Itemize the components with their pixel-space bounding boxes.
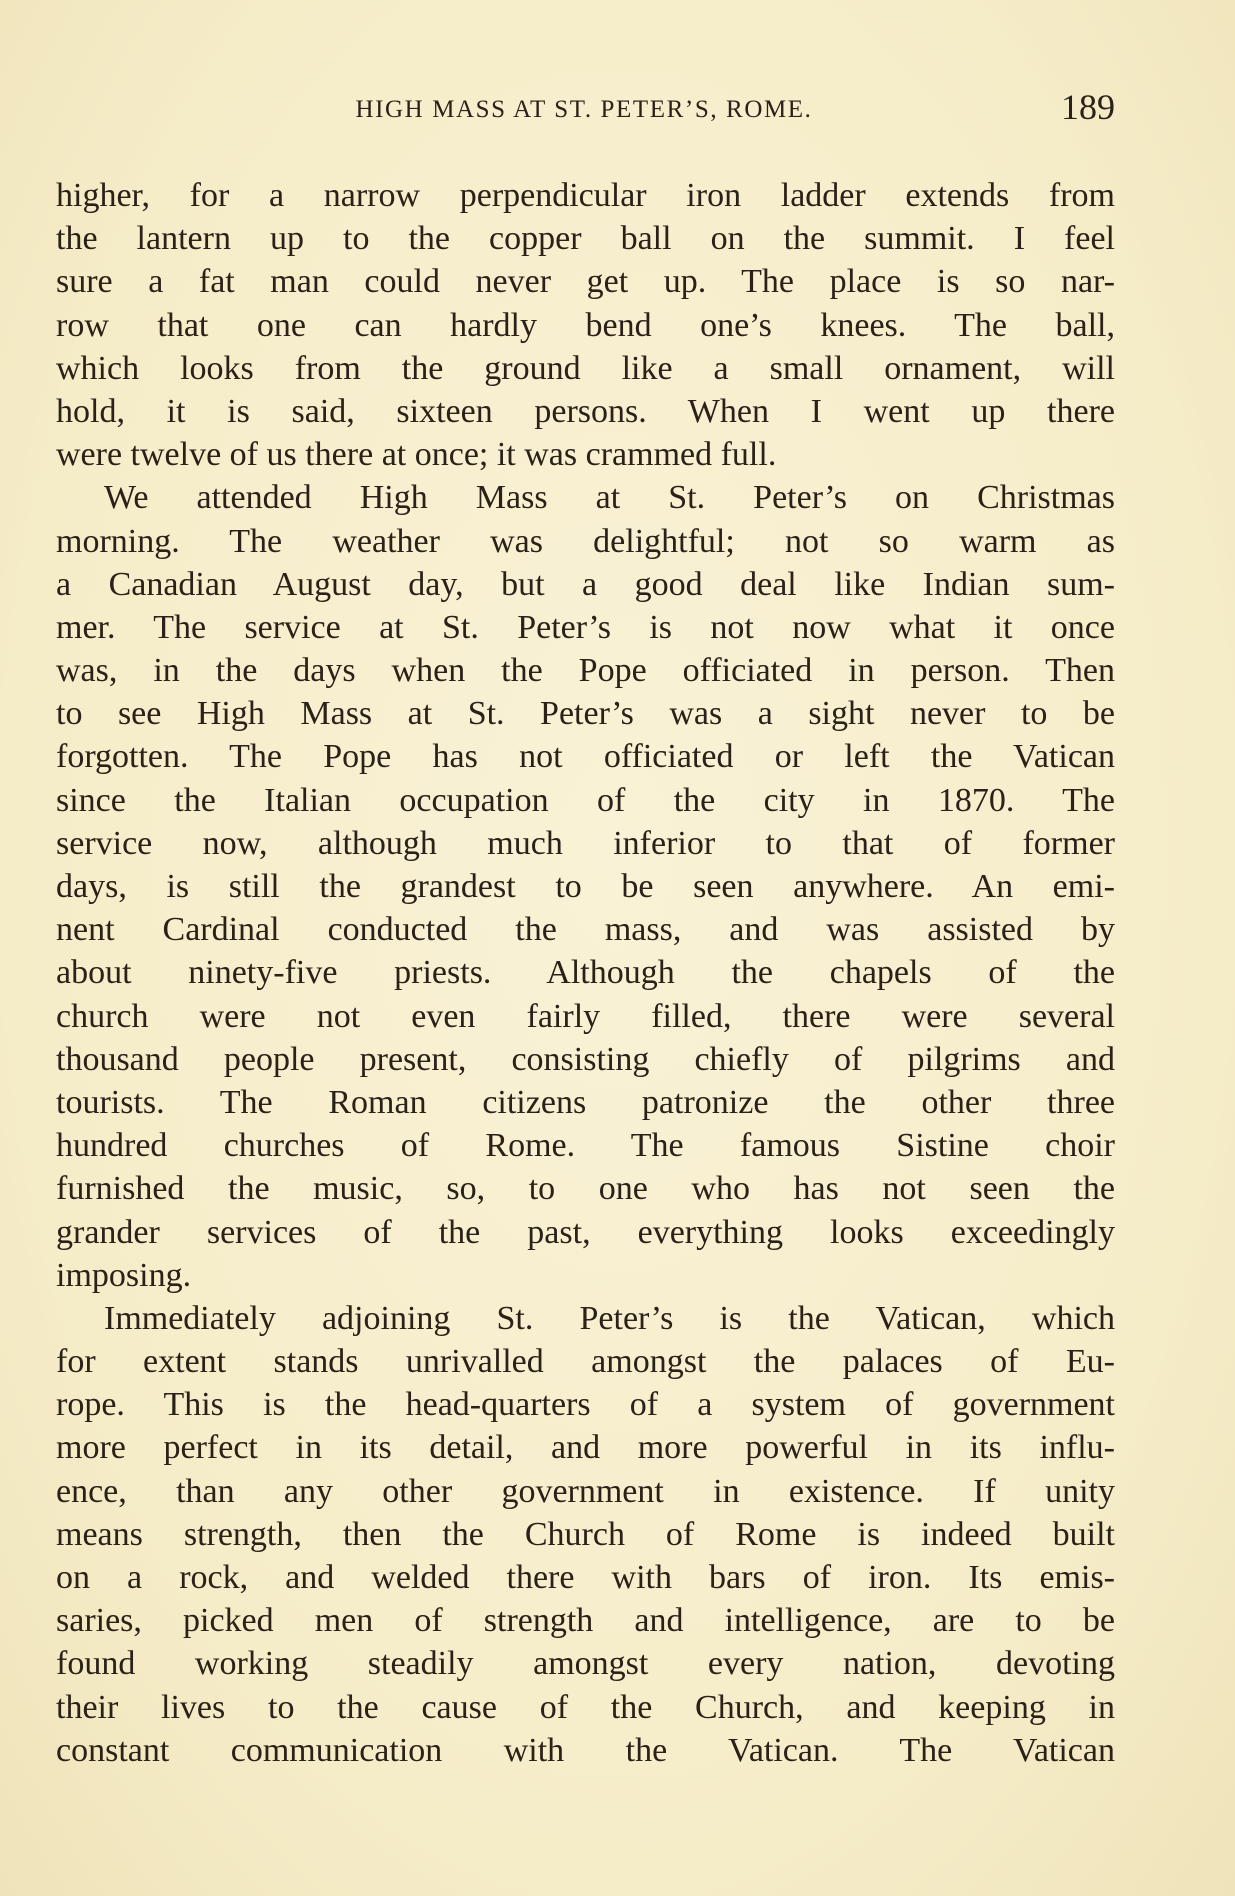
text-line: more perfect in its detail, and more powerful in its influ- [56,1429,1115,1467]
text-line: since the Italian occupation of the city in 1870. The [56,781,1115,819]
text-line: on a rock, and welded there with bars of iron. Its emis- [56,1559,1115,1596]
text-line: which looks from the ground like a small ornament, will [56,349,1115,387]
paragraph-first-line: We attended High Mass at St. Peter’s on Christmas [104,479,1115,517]
text-line: mer. The service at St. Peter’s is not now what it once [56,608,1115,646]
text-line: church were not even fairly filled, there were several [56,997,1115,1035]
running-head: HIGH MASS AT ST. PETER’S, ROME. [355,96,813,123]
text-line: furnished the music, so, to one who has not seen the [56,1170,1115,1208]
text-line: means strength, then the Church of Rome is indeed built [56,1515,1115,1553]
text-line: for extent stands unrivalled amongst the palaces of Eu- [56,1343,1115,1381]
text-line: rope. This is the head-quarters of a system of government [56,1386,1115,1424]
text-line: row that one can hardly bend one’s knees. The ball, [56,306,1115,344]
text-line: about ninety-five priests. Although the chapels of the [56,954,1115,992]
text-line: morning. The weather was delightful; not so warm as [56,522,1115,560]
text-line: ence, than any other government in existence. If unity [56,1472,1115,1510]
page-number: 189 [1061,87,1115,127]
text-line: days, is still the grandest to be seen anywhere. An emi- [56,868,1115,905]
text-line: constant communication with the Vatican. The Vatican [56,1731,1115,1769]
body-text [56,174,1115,1772]
text-line: hold, it is said, sixteen persons. When I went up there [56,392,1115,430]
text-line: tourists. The Roman citizens patronize the other three [56,1083,1115,1121]
text-line: the lantern up to the copper ball on the summit. I feel [56,220,1115,258]
text-line: found working steadily amongst every nation, devoting [56,1645,1115,1683]
text-line: thousand people present, consisting chiefly of pilgrims and [56,1040,1115,1078]
text-line: nent Cardinal conducted the mass, and was assisted by [56,911,1115,949]
paragraph-first-line: Immediately adjoining St. Peter’s is the Vatican, which [104,1299,1115,1337]
text-line: grander services of the past, everything looks exceedingly [56,1213,1115,1251]
text-line: a Canadian August day, but a good deal like Indian sum- [56,565,1115,603]
text-line: sure a fat man could never get up. The place is so nar- [56,263,1115,301]
text-line: forgotten. The Pope has not officiated or left the Vatican [56,738,1115,776]
text-line: service now, although much inferior to that of former [56,824,1115,862]
text-line: higher, for a narrow perpendicular iron ladder extends from [56,177,1115,214]
text-line: imposing. [56,1256,192,1294]
text-line: to see High Mass at St. Peter’s was a sight never to be [56,695,1115,733]
text-line: hundred churches of Rome. The famous Sistine choir [56,1127,1115,1165]
text-line: saries, picked men of strength and intelligence, are to be [56,1602,1115,1640]
text-line: were twelve of us there at once; it was crammed full. [56,436,777,474]
text-line: was, in the days when the Pope officiated in person. Then [56,652,1115,690]
text-line: their lives to the cause of the Church, and keeping in [56,1688,1115,1726]
